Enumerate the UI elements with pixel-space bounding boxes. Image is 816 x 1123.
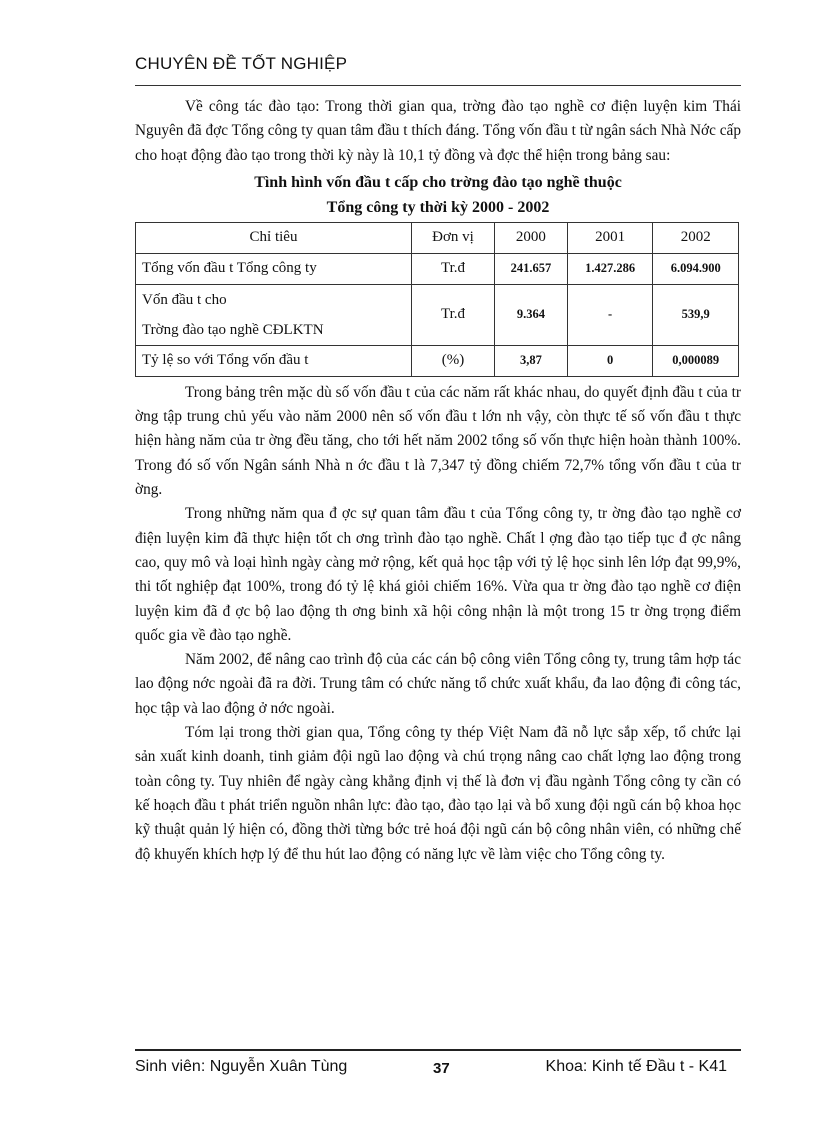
header-unit: Đơn vị — [412, 222, 495, 253]
table-row — [136, 253, 739, 284]
row-value-2000: 241.657 — [495, 253, 568, 284]
page-content — [135, 95, 741, 867]
row-value-2000: 9.364 — [495, 284, 568, 345]
page-footer — [135, 1058, 741, 1082]
table-header-row — [136, 222, 739, 253]
row-label: Tỷ lệ so với Tổng vốn đầu t — [136, 345, 412, 376]
header-year-2000: 2000 — [495, 222, 568, 253]
row-value-2001: - — [567, 284, 653, 345]
header-year-2002: 2002 — [653, 222, 739, 253]
table-row — [136, 345, 739, 376]
footer-student: Sinh viên: Nguyễn Xuân Tùng — [135, 1058, 348, 1075]
row-unit: Tr.đ — [412, 284, 495, 345]
body-paragraph: Năm 2002, để nâng cao trình độ của các cán bộ công viên Tổng công ty, trung tâm hợp tác lao động nớc ngoài đã ra đời. Trung tâm có chức năng tổ chức xuất khẩu, đa lao động đi công tác, học tập và lao động ở nớc ngoài. — [135, 651, 741, 717]
row-value-2002: 539,9 — [653, 284, 739, 345]
body-paragraph: Tóm lại trong thời gian qua, Tổng công ty thép Việt Nam đã nỗ lực sắp xếp, tổ chức lại sản xuất kinh doanh, tinh giảm đội ngũ lao động và chú trọng nâng cao chất lợng lao động trong toàn công ty. Tuy nhiên để ngày càng khẳng định vị thế là đơn vị đầu ngành Tổng công ty cần có kế hoạch đầu t phát triển nguồn nhân lực: đào tạo, đào tạo lại và bổ xung đội ngũ cán bộ khoa học kỹ thuật quản lý hiện có, đồng thời từng bớc trẻ hoá đội ngũ cán bộ công nhân viên, có những chế độ khuyến khích hợp lý để thu hút lao động có năng lực về làm việc cho Tổng công ty. — [135, 724, 741, 863]
intro-paragraph: Về công tác đào tạo: Trong thời gian qua, trờng đào tạo nghề cơ điện luyện kim Thái Nguyên đã đợc Tổng công ty quan tâm đầu t thích đáng. Tổng vốn đầu t từ ngân sách Nhà Nớc cấp cho hoạt động đào tạo trong thời kỳ này là 10,1 tỷ đồng và đợc thể hiện trong bảng sau: — [135, 98, 741, 164]
row-label: Tổng vốn đầu t Tổng công ty — [136, 253, 412, 284]
body-paragraph: Trong bảng trên mặc dù số vốn đầu t của các năm rất khác nhau, do quyết định đầu t của tr ờng tập trung chủ yếu vào năm 2000 nên số vốn đầu t lớn nh vậy, còn thực tế số vốn đầu t thực hiện hàng năm của tr ờng đều tăng, cho tới hết năm 2002 tổng số vốn thực hiện hoàn thành 100%. Trong đó số vốn Ngân sánh Nhà n ớc đầu t là 7,347 tỷ đồng chiếm 72,7% tổng vốn đầu t của tr ờng. — [135, 383, 741, 499]
row-value-2002: 6.094.900 — [653, 253, 739, 284]
row-value-2002: 0,000089 — [653, 345, 739, 376]
row-value-2001: 1.427.286 — [567, 253, 653, 284]
page-number: 37 — [433, 1060, 450, 1077]
investment-table — [135, 222, 739, 377]
body-paragraph: Trong những năm qua đ ợc sự quan tâm đầu t của Tổng công ty, tr ờng đào tạo nghề cơ điện luyện kim đã thực hiện tốt ch ơng trình đào tạo nghề. Chất l ợng đào tạo tiếp tục đ ợc nâng cao, quy mô và loại hình ngày càng mở rộng, kết quả học tập với tỷ lệ học sinh lên lớp đạt 99,9%, thi tốt nghiệp đạt 100%, trong đó tỷ lệ khá giỏi chiếm 16%. Vừa qua tr ờng đào tạo nghề cơ điện luyện kim đã đ ợc bộ lao động th ơng binh xã hội công nhận là một trong 15 tr ờng trọng điểm quốc gia về đào tạo nghề. — [135, 505, 741, 644]
page-header: CHUYÊN ĐỀ TỐT NGHIỆP — [135, 54, 348, 73]
header-indicator: Chỉ tiêu — [136, 222, 412, 253]
table-title-line-2: Tổng công ty thời kỳ 2000 - 2002 — [326, 198, 550, 216]
header-divider — [135, 85, 741, 86]
row-value-2000: 3,87 — [495, 345, 568, 376]
header-year-2001: 2001 — [567, 222, 653, 253]
table-row — [136, 284, 739, 345]
row-label-line-1: Vốn đầu t cho — [142, 291, 227, 308]
row-label — [136, 284, 412, 345]
table-title-line-1: Tình hình vốn đầu t cấp cho trờng đào tạo nghề thuộc — [254, 173, 622, 191]
row-unit: (%) — [412, 345, 495, 376]
footer-faculty: Khoa: Kinh tế Đầu t - K41 — [545, 1058, 727, 1075]
footer-divider — [135, 1049, 741, 1051]
row-label-line-2: Trờng đào tạo nghề CĐLKTN — [142, 321, 324, 338]
row-unit: Tr.đ — [412, 253, 495, 284]
row-value-2001: 0 — [567, 345, 653, 376]
